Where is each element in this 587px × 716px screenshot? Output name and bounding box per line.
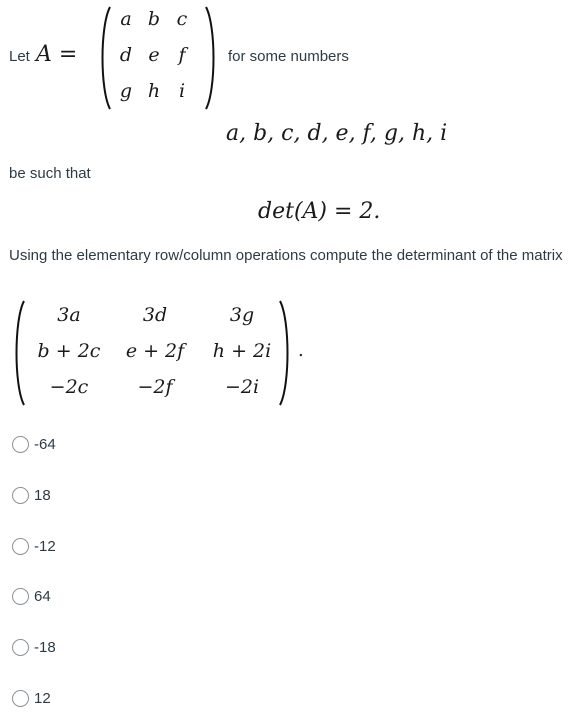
variables-list: a, b, c, d, e, f, g, h, i	[226, 121, 448, 146]
matrix-b-cell: −2f	[137, 376, 173, 398]
matrix-a-cell: i	[178, 80, 186, 102]
radio-icon[interactable]	[12, 436, 29, 453]
radio-icon[interactable]	[12, 588, 29, 605]
matrix-b-cell: 3a	[57, 304, 81, 326]
radio-icon[interactable]	[12, 639, 29, 656]
matrix-a-cell: b	[147, 8, 161, 30]
answer-option[interactable]	[12, 637, 56, 657]
answer-option-label: 18	[34, 486, 51, 504]
answer-option[interactable]	[12, 688, 51, 708]
let-text: Let	[9, 48, 30, 65]
answer-option-label: -18	[34, 638, 56, 656]
answer-option-label: -64	[34, 435, 56, 453]
right-paren-icon	[204, 4, 218, 112]
matrix-a-cell: c	[176, 8, 188, 30]
matrix-a-cell: g	[119, 80, 133, 102]
left-paren-icon	[12, 298, 26, 408]
answer-option-label: 64	[34, 587, 51, 605]
answer-option-label: -12	[34, 537, 56, 555]
for-some-numbers-text: for some numbers	[228, 48, 349, 65]
matrix-period: .	[298, 340, 304, 361]
matrix-b-cell: b + 2c	[37, 340, 101, 362]
question-text: Using the elementary row/column operations compute the determinant of the matrix	[9, 247, 563, 264]
matrix-b-cell: 3d	[142, 304, 168, 326]
radio-icon[interactable]	[12, 487, 29, 504]
answer-option[interactable]	[12, 434, 56, 454]
matrix-a-cell: e	[148, 44, 160, 66]
matrix-a	[98, 4, 218, 112]
det-a-equation: det(A) = 2.	[258, 199, 381, 224]
matrix-b-cell: −2i	[224, 376, 260, 398]
radio-icon[interactable]	[12, 690, 29, 707]
a-equals: A =	[36, 42, 78, 67]
radio-icon[interactable]	[12, 538, 29, 555]
answer-option[interactable]	[12, 536, 56, 556]
matrix-b-cell: h + 2i	[212, 340, 272, 362]
answer-option[interactable]	[12, 586, 51, 606]
answer-option-label: 12	[34, 689, 51, 707]
matrix-b	[12, 298, 292, 408]
left-paren-icon	[98, 4, 112, 112]
matrix-a-cell: f	[178, 44, 186, 66]
matrix-b-cell: 3g	[229, 304, 255, 326]
matrix-a-cell: d	[119, 44, 133, 66]
matrix-b-cell: e + 2f	[125, 340, 185, 362]
matrix-a-cell: a	[120, 8, 132, 30]
be-such-that-text: be such that	[9, 165, 91, 182]
matrix-b-cell: −2c	[49, 376, 89, 398]
matrix-a-cell: h	[147, 80, 161, 102]
answer-option[interactable]	[12, 485, 51, 505]
